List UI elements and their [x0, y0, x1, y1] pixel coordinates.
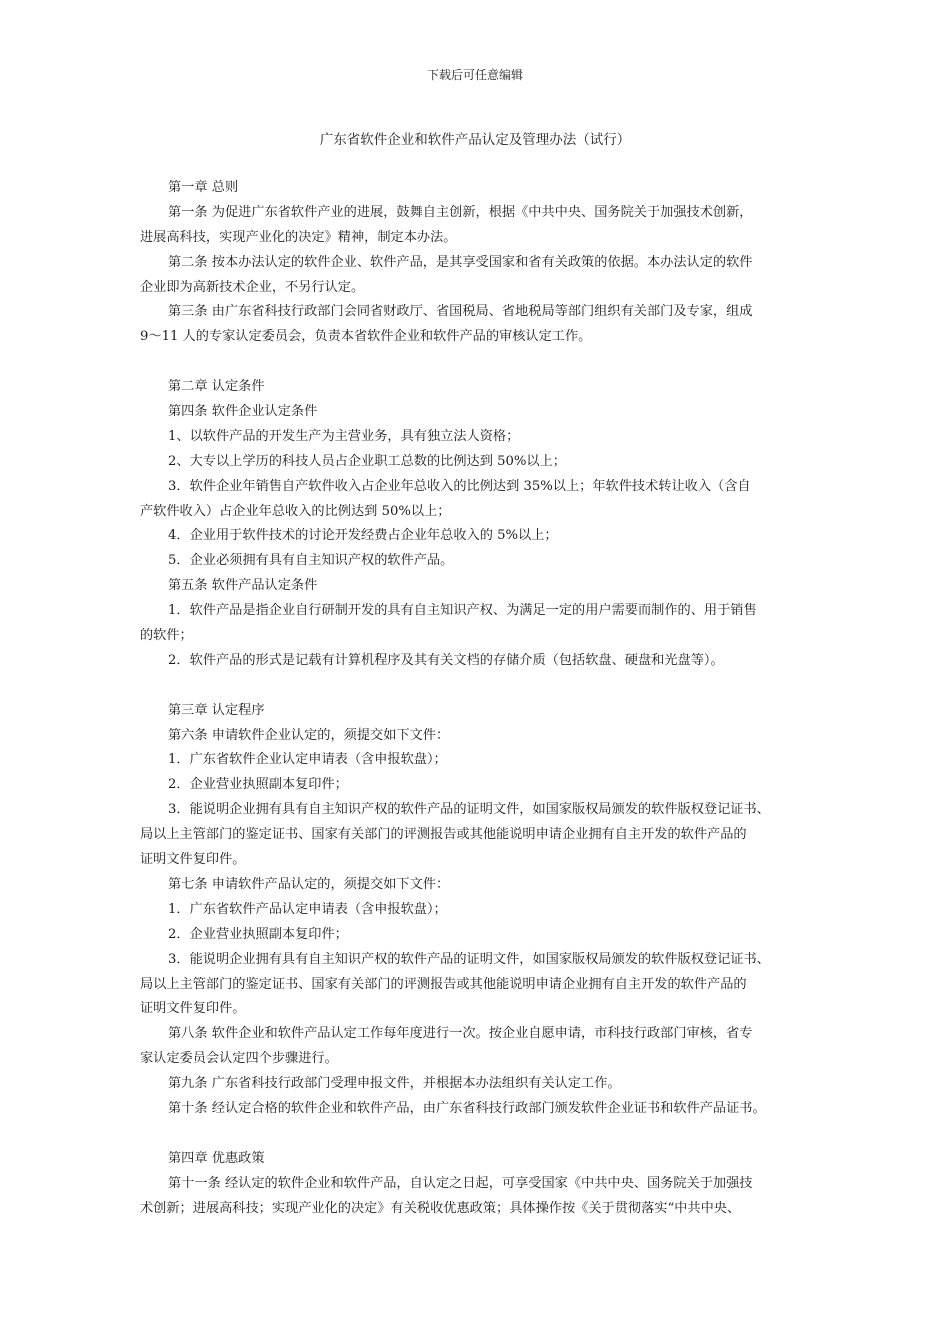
- text-line: 的软件；: [140, 628, 193, 644]
- document-title: 广东省软件企业和软件产品认定及管理办法（试行）: [319, 132, 631, 148]
- text-line: 第四章 优惠政策: [168, 1150, 265, 1166]
- text-line: 3．能说明企业拥有具有自主知识产权的软件产品的证明文件，如国家版权局颁发的软件版权登记证书、: [168, 951, 770, 967]
- text-line: 第三章 认定程序: [168, 702, 265, 718]
- text-line: 第一条 为促进广东省软件产业的进展，鼓舞自主创新，根据《中共中央、国务院关于加强技术创新，: [168, 204, 753, 220]
- text-line: 2．企业营业执照副本复印件；: [168, 777, 348, 793]
- text-line: 1．软件产品是指企业自行研制开发的具有自主知识产权、为满足一定的用户需要而制作的、用于销售: [168, 603, 757, 619]
- text-line: 3．软件企业年销售自产软件收入占企业年总收入的比例达到 35%以上；年软件技术转让收入（含自: [168, 478, 751, 494]
- text-line: 局以上主管部门的鉴定证书、国家有关部门的评测报告或其他能说明申请企业拥有自主开发的软件产品的: [140, 827, 747, 843]
- text-line: 第十一条 经认定的软件企业和软件产品，自认定之日起，可享受国家《中共中央、国务院关于加强技: [168, 1175, 753, 1191]
- text-line: 1、以软件产品的开发生产为主营业务，具有独立法人资格；: [168, 428, 520, 444]
- text-line: 第七条 申请软件产品认定的，须提交如下文件：: [168, 876, 450, 892]
- text-line: 证明文件复印件。: [140, 1001, 246, 1017]
- text-line: 2、大专以上学历的科技人员占企业职工总数的比例达到 50%以上；: [168, 453, 566, 469]
- text-line: 5．企业必须拥有具有自主知识产权的软件产品。: [168, 553, 454, 569]
- blank-line: [140, 674, 812, 699]
- text-line: 第二条 按本办法认定的软件企业、软件产品，是其享受国家和省有关政策的依据。本办法认定的软件: [168, 254, 753, 270]
- text-line: 第三条 由广东省科技行政部门会同省财政厅、省国税局、省地税局等部门组织有关部门及专家，组成: [168, 304, 753, 320]
- text-line: 第二章 认定条件: [168, 379, 265, 395]
- text-line: 4．企业用于软件技术的讨论开发经费占企业年总收入的 5%以上；: [168, 528, 558, 544]
- text-line: 第九条 广东省科技行政部门受理申报文件，并根据本办法组织有关认定工作。: [168, 1076, 621, 1092]
- document-body: [140, 176, 812, 1221]
- text-line: 第四条 软件企业认定条件: [168, 404, 318, 420]
- text-line: 局以上主管部门的鉴定证书、国家有关部门的评测报告或其他能说明申请企业拥有自主开发的软件产品的: [140, 976, 747, 992]
- blank-line: [140, 350, 812, 375]
- text-line: 1．广东省软件企业认定申请表（含申报软盘）；: [168, 752, 447, 768]
- text-line: 产软件收入）占企业年总收入的比例达到 50%以上；: [140, 503, 451, 519]
- text-line: 第五条 软件产品认定条件: [168, 578, 318, 594]
- text-line: 2．企业营业执照副本复印件；: [168, 926, 348, 942]
- text-line: 第六条 申请软件企业认定的，须提交如下文件：: [168, 727, 450, 743]
- text-line: 3．能说明企业拥有具有自主知识产权的软件产品的证明文件，如国家版权局颁发的软件版权登记证书、: [168, 802, 770, 818]
- text-line: 第八条 软件企业和软件产品认定工作每年度进行一次。按企业自愿申请，市科技行政部门审核，省专: [168, 1026, 753, 1042]
- text-line: 企业即为高新技术企业，不另行认定。: [140, 279, 365, 295]
- text-line: 第十条 经认定合格的软件企业和软件产品，由广东省科技行政部门颁发软件企业证书和软件产品证书。: [168, 1100, 766, 1116]
- text-line: 9～11 人的专家认定委员会，负责本省软件企业和软件产品的审核认定工作。: [140, 329, 592, 345]
- text-line: 家认定委员会认定四个步骤进行。: [140, 1051, 338, 1067]
- text-line: 第一章 总则: [168, 180, 239, 195]
- text-line: 进展高科技，实现产业化的决定》精神，制定本办法。: [140, 229, 457, 245]
- text-line: 术创新；进展高科技；实现产业化的决定》有关税收优惠政策；具体操作按《关于贯彻落实“中共中央、: [140, 1200, 741, 1216]
- text-line: 2．软件产品的形式是记载有计算机程序及其有关文档的存储介质（包括软盘、硬盘和光盘等）。: [168, 652, 724, 668]
- text-line: 证明文件复印件。: [140, 852, 246, 868]
- blank-line: [140, 1122, 812, 1147]
- header-note: 下载后可任意编辑: [426, 68, 523, 82]
- text-line: 1．广东省软件产品认定申请表（含申报软盘）；: [168, 901, 447, 917]
